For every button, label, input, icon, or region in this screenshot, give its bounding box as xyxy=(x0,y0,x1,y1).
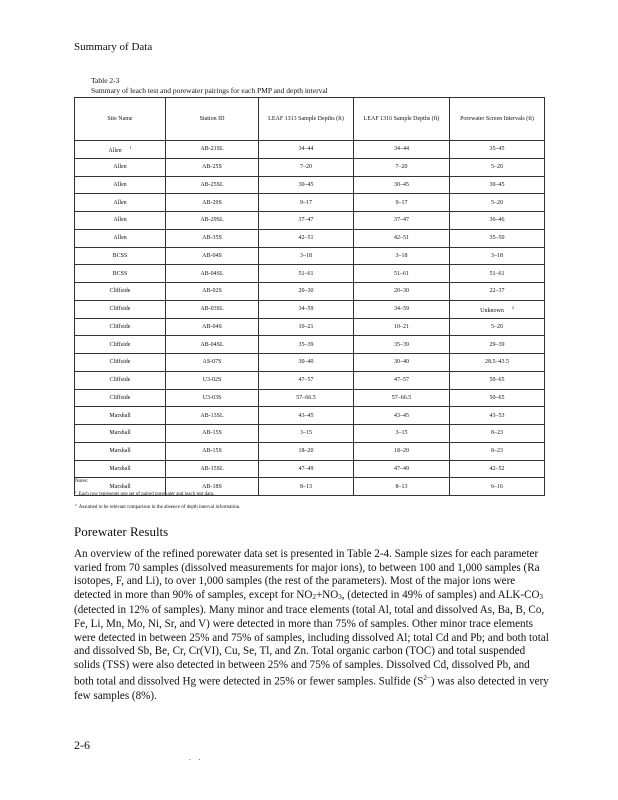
table-cell: 43–53 xyxy=(450,407,545,425)
table-cell: AB-15SL xyxy=(166,460,259,478)
table-cell: 42–52 xyxy=(450,460,545,478)
table-cell: 6–16 xyxy=(450,478,545,496)
page-number: 2-6 xyxy=(74,738,90,752)
col-header-station: Station ID xyxy=(166,98,259,141)
table-cell: Cliffside xyxy=(75,300,166,318)
table-cell: 29–39 xyxy=(450,336,545,354)
table-cell: AB-25SL xyxy=(166,176,259,194)
table-cell: 37–47 xyxy=(259,212,354,230)
table-cell: 5–20 xyxy=(450,318,545,336)
table-cell: Allen xyxy=(75,212,166,230)
table-cell: Cliffside xyxy=(75,336,166,354)
table-cell: 34–44 xyxy=(259,141,354,159)
table-notes xyxy=(75,476,240,513)
table-cell: Allen xyxy=(75,194,166,212)
table-cell: U3-02S xyxy=(166,371,259,389)
table-cell: 3–15 xyxy=(259,425,354,443)
table-cell: Cliffside xyxy=(75,389,166,407)
table-cell: 47–49 xyxy=(259,460,354,478)
note-2-mark: 2 xyxy=(75,503,77,507)
table-cell: 43–45 xyxy=(354,407,450,425)
note-2-text: Assumed to be relevant comparison in the absence of depth interval information. xyxy=(78,505,241,510)
table-row xyxy=(75,336,545,354)
note-1-mark: 1 xyxy=(75,490,77,494)
table-cell: 42–51 xyxy=(259,229,354,247)
table-cell: 9–17 xyxy=(259,194,354,212)
table-cell: 51–61 xyxy=(259,265,354,283)
footer-dots: . . xyxy=(189,754,204,762)
table-cell: 7–20 xyxy=(259,158,354,176)
table-cell: 57–66.5 xyxy=(354,389,450,407)
body-paragraph: An overview of the refined porewater data set is presented in Table 2-4. Sample sizes for each parameter varied from 70 samples (dissolved measurements for major ions), to between 100 and 1,000 samples (Ra isotopes, F, and Li), to over 1,000 samples (the rest of the parameters). Most of the major ions were detected in more than 90% of samples, except for $NO_2+NO_3$, (detected in 49% of samples) and ALK-$CO_3$ (detected in 12% of samples). Many minor and trace elements (total Al, total and dissolved As, Ba, B, Co, Fe, Li, Mn, Mo, Ni, Sr, and V) were detected in more than 75% of samples. Other minor trace elements were detected in between 25% and 75% of samples, including dissolved Al; total Cd and Pb; and both total and dissolved Sb, Be, Cr, Cr(VI), Cu, Se, Tl, and Zn. Total organic carbon (TOC) and total suspended solids (TSS) were also detected in between 25% and 75% of samples. Dissolved Cd, dissolved Pb, and both total and dissolved Hg were detected in 25% or fewer samples. Sulfide $(S^{2-})$ was also detected in very few samples (8%). xyxy=(74,548,549,702)
table-cell: AB-04SL xyxy=(166,265,259,283)
table-caption: Summary of leach test and porewater pairings for each PMP and depth interval xyxy=(91,86,328,95)
table-cell: Cliffside xyxy=(75,371,166,389)
col-header-site: Site Name xyxy=(75,98,166,141)
pairing-table xyxy=(74,97,545,496)
table-cell: 47–57 xyxy=(354,371,450,389)
table-cell: 37–47 xyxy=(354,212,450,230)
table-cell: 35–50 xyxy=(450,229,545,247)
table-cell: Unknown$^2$ xyxy=(450,300,545,318)
notes-title: Notes: xyxy=(75,479,89,484)
table-cell: 36–46 xyxy=(450,212,545,230)
table-cell: 18–20 xyxy=(259,442,354,460)
table-row xyxy=(75,265,545,283)
table-cell: 3–18 xyxy=(450,247,545,265)
table-cell: AB-04S xyxy=(166,318,259,336)
table-cell: 8–23 xyxy=(450,442,545,460)
table-cell: 28.5–43.5 xyxy=(450,354,545,372)
table-cell: 35–45 xyxy=(450,141,545,159)
table-cell: AB-18S xyxy=(166,478,259,496)
table-cell: 35–39 xyxy=(354,336,450,354)
table-cell: Marshall xyxy=(75,425,166,443)
table-cell: 9–17 xyxy=(354,194,450,212)
table-row xyxy=(75,229,545,247)
table-cell: Marshall xyxy=(75,442,166,460)
table-cell: 34–44 xyxy=(354,141,450,159)
table-cell: 8–13 xyxy=(259,478,354,496)
table-cell: AB-35S xyxy=(166,229,259,247)
table-cell: 50–65 xyxy=(450,371,545,389)
table-cell: 5–20 xyxy=(450,194,545,212)
table-cell: 3–18 xyxy=(259,247,354,265)
col-header-screen: Porewater Screen Intervals (ft) xyxy=(450,98,545,141)
note-1-text: Each row represents one set of paired porewater and leach test data. xyxy=(78,492,215,497)
col-header-leaf1313: LEAF 1313 Sample Depths (ft) xyxy=(259,98,354,141)
table-row xyxy=(75,425,545,443)
table-cell: AB-03SL xyxy=(166,300,259,318)
table-row xyxy=(75,389,545,407)
table-cell: 8–13 xyxy=(354,478,450,496)
table-cell: AB-25S xyxy=(166,158,259,176)
table-cell: AB-21SL xyxy=(166,141,259,159)
table-cell: BCSS xyxy=(75,265,166,283)
table-cell: 34–59 xyxy=(354,300,450,318)
table-row xyxy=(75,442,545,460)
table-cell: 34–59 xyxy=(259,300,354,318)
table-row xyxy=(75,318,545,336)
table-cell: AB-04S xyxy=(166,247,259,265)
table-cell: AB-04SL xyxy=(166,336,259,354)
table-cell: Allen xyxy=(75,229,166,247)
table-row xyxy=(75,212,545,230)
table-cell: 30–40 xyxy=(259,354,354,372)
table-cell: 3–15 xyxy=(354,425,450,443)
table-cell: AB-29S xyxy=(166,194,259,212)
table-cell: 7–20 xyxy=(354,158,450,176)
table-cell: Marshall xyxy=(75,407,166,425)
table-cell: Allen xyxy=(75,158,166,176)
table-cell: Cliffside xyxy=(75,354,166,372)
section-title: Porewater Results xyxy=(74,524,169,539)
table-cell: 22–37 xyxy=(450,283,545,301)
table-header-row xyxy=(75,98,545,141)
table-cell: 47–49 xyxy=(354,460,450,478)
table-cell: 51–61 xyxy=(450,265,545,283)
footnote-mark: 1 xyxy=(129,144,132,150)
table-row xyxy=(75,300,545,318)
note-2 xyxy=(75,500,240,513)
table-cell: 10–21 xyxy=(354,318,450,336)
table-cell: Allen$^1$ xyxy=(75,141,166,159)
table-number: Table 2-3 xyxy=(91,76,120,85)
table-cell: 20–30 xyxy=(354,283,450,301)
table-cell: Cliffside xyxy=(75,318,166,336)
table-row xyxy=(75,283,545,301)
table-cell: Marshall xyxy=(75,478,166,496)
table-cell: 47–57 xyxy=(259,371,354,389)
table-cell: 10–21 xyxy=(259,318,354,336)
table-cell: AB-15S xyxy=(166,425,259,443)
footnote-mark: 2 xyxy=(511,304,514,310)
note-1 xyxy=(75,487,240,500)
table-cell: Cliffside xyxy=(75,283,166,301)
table-cell: 18–20 xyxy=(354,442,450,460)
table-cell: 57–66.5 xyxy=(259,389,354,407)
table-cell: Allen xyxy=(75,176,166,194)
table-cell: 51–61 xyxy=(354,265,450,283)
table-row xyxy=(75,371,545,389)
table-row xyxy=(75,247,545,265)
table-cell: AB-02S xyxy=(166,283,259,301)
page-header: Summary of Data xyxy=(74,41,153,53)
table-row xyxy=(75,158,545,176)
table-cell: U3-03S xyxy=(166,389,259,407)
table-cell: 43–45 xyxy=(259,407,354,425)
table-cell: AB-13SL xyxy=(166,407,259,425)
table-cell: Marshall xyxy=(75,460,166,478)
table-cell: 30–45 xyxy=(259,176,354,194)
table-row xyxy=(75,176,545,194)
table-cell: 3–18 xyxy=(354,247,450,265)
table-row xyxy=(75,141,545,159)
table-cell: BCSS xyxy=(75,247,166,265)
col-header-leaf1316: LEAF 1316 Sample Depths (ft) xyxy=(354,98,450,141)
table-cell: 30–45 xyxy=(354,176,450,194)
table-row xyxy=(75,354,545,372)
table-cell: AB-29SL xyxy=(166,212,259,230)
table-cell: 8–23 xyxy=(450,425,545,443)
table-cell: 50–65 xyxy=(450,389,545,407)
table-cell: AB-15S xyxy=(166,442,259,460)
table-cell: AS-07S xyxy=(166,354,259,372)
table-cell: 20–30 xyxy=(259,283,354,301)
table-cell: 5–20 xyxy=(450,158,545,176)
table-row xyxy=(75,194,545,212)
table-cell: 30–40 xyxy=(354,354,450,372)
table-cell: 42–51 xyxy=(354,229,450,247)
table-cell: 30–45 xyxy=(450,176,545,194)
table-row xyxy=(75,407,545,425)
table-cell: 35–39 xyxy=(259,336,354,354)
